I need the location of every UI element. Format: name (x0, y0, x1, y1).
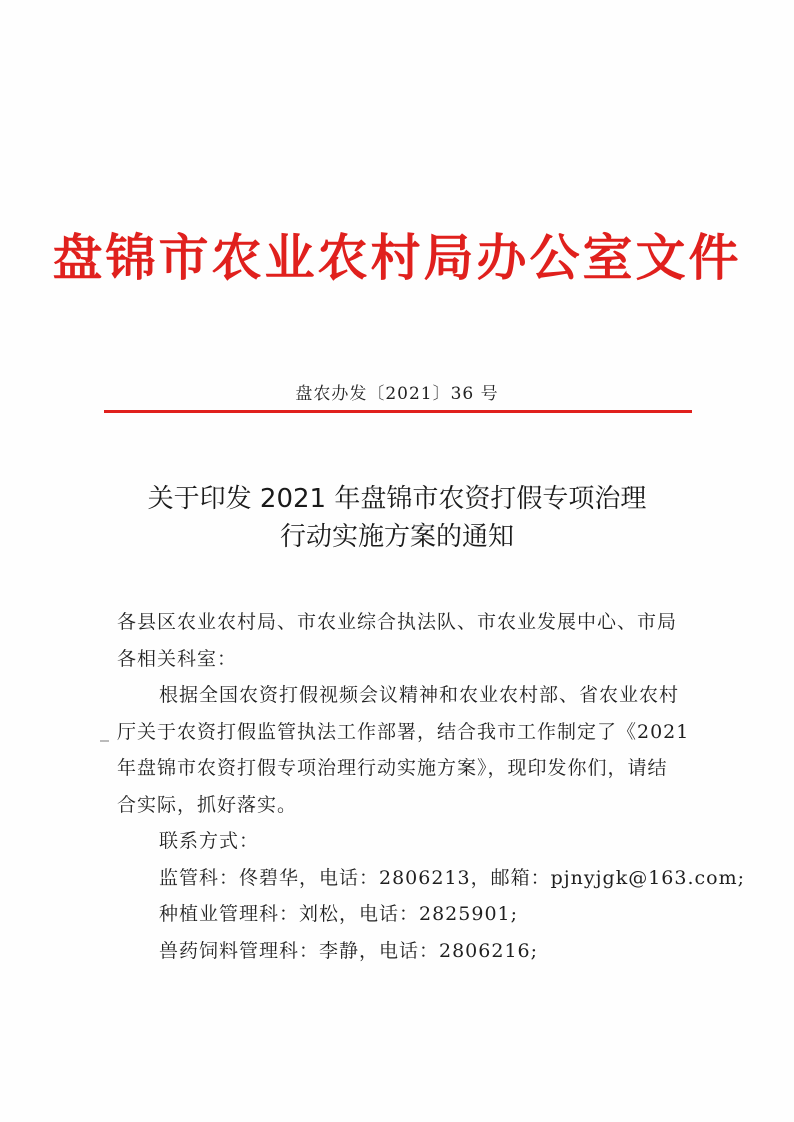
notice-title (0, 480, 794, 556)
red-divider-line (104, 410, 692, 413)
notice-title-line-2: 行动实施方案的通知 (279, 522, 514, 552)
contact-line-planting: 种植业管理科：刘松，电话：2825901; (159, 903, 519, 925)
document-number: 盘农办发〔2021〕36 号 (295, 384, 499, 404)
paragraph-line-1: 根据全国农资打假视频会议精神和农业农村部、省农业农村 (159, 684, 680, 706)
issuer-title: 盘锦市农业农村局办公室文件 (52, 228, 742, 287)
margin-mark (100, 740, 109, 742)
salutation-line-2: 各相关科室： (117, 647, 238, 670)
contact-heading: 联系方式： (159, 830, 260, 852)
notice-body (117, 604, 746, 969)
notice-title-line-1: 关于印发 2021 年盘锦市农资打假专项治理 (147, 484, 647, 514)
paragraph-line-3: 年盘锦市农资打假专项治理行动实施方案》，现印发你们，请结 (117, 757, 668, 779)
contact-line-supervision: 监管科：佟碧华，电话：2806213，邮箱：pjnyjgk@163.com; (159, 866, 746, 889)
paragraph-line-4: 合实际，抓好落实。 (117, 793, 298, 816)
contact-line-veterinary: 兽药饲料管理科：李静，电话：2806216; (159, 939, 539, 962)
salutation-line-1: 各县区农业农村局、市农业综合执法队、市农业发展中心、市局 (117, 611, 678, 633)
paragraph-line-2: 厅关于农资打假监管执法工作部署，结合我市工作制定了《2021 (117, 720, 690, 743)
